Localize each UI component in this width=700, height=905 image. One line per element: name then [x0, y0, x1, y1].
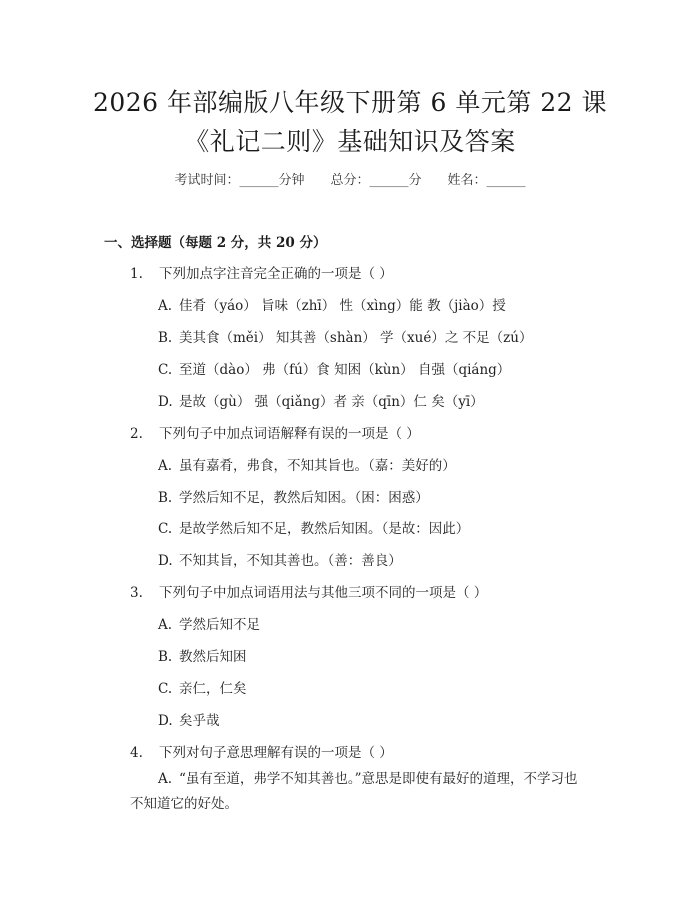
question-3	[130, 581, 487, 601]
option-text: 学然后知不足	[179, 617, 260, 633]
option-text: 不知其旨，不知其善也。（善：善良）	[179, 553, 402, 569]
option-letter: A.	[158, 617, 173, 633]
option-text: 是故学然后知不足，教然后知困。（是故：因此）	[179, 521, 470, 537]
option-letter: A.	[158, 458, 173, 474]
option-letter: C.	[158, 521, 173, 537]
exam-meta-line	[0, 169, 700, 188]
option-letter: B.	[158, 490, 173, 506]
option-letter: D.	[158, 553, 173, 569]
question-text: 下列句子中加点词语用法与其他三项不同的一项是（ ）	[159, 585, 488, 601]
option-letter: C.	[158, 362, 173, 378]
option-text: 教然后知困	[179, 649, 247, 665]
question-text: 下列加点字注音完全正确的一项是（ ）	[159, 266, 393, 282]
section-heading: 一、选择题（每题 2 分，共 20 分）	[104, 235, 327, 251]
question-1-option-b	[158, 326, 532, 346]
question-text: 下列句子中加点词语解释有误的一项是（ ）	[159, 426, 420, 442]
question-number: 2.	[130, 426, 143, 442]
option-text: “虽有至道，弗学不知其善也。”意思是即使有最好的道理，不学习也不知道它的好处。	[130, 771, 578, 812]
question-2-option-c	[158, 517, 469, 537]
question-text: 下列对句子意思理解有误的一项是（ ）	[159, 745, 393, 761]
question-2	[130, 422, 420, 442]
question-number: 3.	[130, 585, 143, 601]
option-letter: A.	[158, 771, 173, 787]
option-letter: B.	[158, 649, 173, 665]
document-title-line1: 2026 年部编版八年级下册第 6 单元第 22 课	[92, 88, 608, 117]
question-4	[130, 741, 393, 761]
question-number: 1.	[130, 266, 143, 282]
student-name-field: 姓名：______	[447, 173, 526, 188]
question-1-option-a	[158, 294, 506, 314]
option-letter: D.	[158, 394, 173, 410]
question-1	[130, 262, 393, 282]
question-2-option-a	[158, 454, 456, 474]
question-2-option-b	[158, 486, 429, 506]
option-text: 亲仁，仁矣	[179, 681, 247, 697]
option-letter: A.	[158, 298, 173, 314]
question-4-option-a	[130, 767, 582, 817]
question-3-option-d	[158, 709, 220, 729]
option-text: 矣乎哉	[179, 713, 220, 729]
option-text: 至道（dào） 弗（fú）食 知困（kùn） 自强（qiáng）	[179, 362, 511, 378]
document-title-line2: 《礼记二则》基础知识及答案	[184, 127, 516, 156]
question-1-option-d	[158, 390, 484, 410]
exam-time-field: 考试时间：______分钟	[174, 173, 305, 188]
option-text: 美其食（měi） 知其善（shàn） 学（xué）之 不足（zú）	[179, 330, 533, 346]
question-3-option-c	[158, 677, 247, 697]
question-2-option-d	[158, 549, 402, 569]
question-3-option-a	[158, 613, 260, 633]
option-letter: D.	[158, 713, 173, 729]
option-text: 学然后知不足，教然后知困。（困：困惑）	[179, 490, 429, 506]
option-text: 佳肴（yáo） 旨味（zhī） 性（xìng）能 教（jiào）授	[179, 298, 506, 314]
question-1-option-c	[158, 358, 510, 378]
question-number: 4.	[130, 745, 143, 761]
option-text: 虽有嘉肴，弗食，不知其旨也。（嘉：美好的）	[179, 458, 456, 474]
question-3-option-b	[158, 645, 247, 665]
exam-score-field: 总分：______分	[330, 173, 422, 188]
option-letter: B.	[158, 330, 173, 346]
option-letter: C.	[158, 681, 173, 697]
option-text: 是故（gù） 强（qiǎng）者 亲（qīn）仁 矣（yī）	[179, 394, 484, 410]
